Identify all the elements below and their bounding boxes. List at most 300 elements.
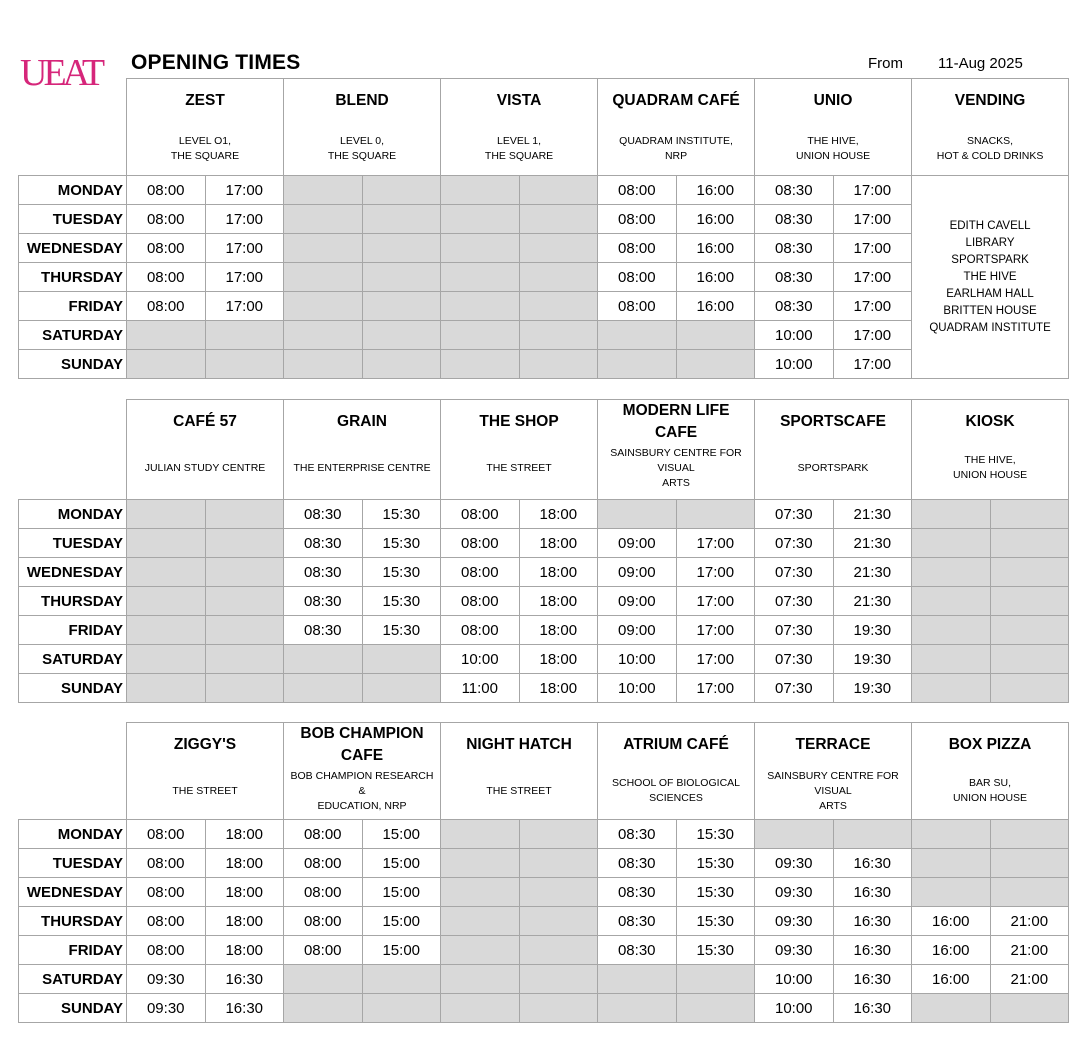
closed-cell: [912, 674, 991, 703]
from-label: From: [868, 55, 903, 72]
close-time: 18:00: [519, 558, 598, 587]
venue-header-quadram-cafe: [598, 79, 755, 176]
close-time: 16:30: [833, 849, 912, 878]
closed-cell: [362, 321, 441, 350]
closed-cell: [912, 820, 991, 849]
close-time: 16:00: [676, 234, 755, 263]
close-time: 16:30: [205, 965, 284, 994]
close-time: 17:00: [676, 529, 755, 558]
table-row: [19, 350, 1069, 379]
open-time: 09:00: [598, 529, 677, 558]
day-label: FRIDAY: [19, 936, 127, 965]
close-time: 15:00: [362, 849, 441, 878]
closed-cell: [676, 994, 755, 1023]
close-time: 18:00: [205, 849, 284, 878]
open-time: 07:30: [755, 674, 834, 703]
open-time: 16:00: [912, 907, 991, 936]
venue-header-bob-champion-cafe: [284, 723, 441, 820]
close-time: 17:00: [833, 205, 912, 234]
schedule-table-2: [18, 399, 1069, 703]
closed-cell: [127, 616, 206, 645]
open-time: 08:00: [127, 176, 206, 205]
open-time: 10:00: [598, 645, 677, 674]
close-time: 17:00: [833, 263, 912, 292]
close-time: 15:30: [676, 907, 755, 936]
corner-cell: [19, 723, 127, 820]
from-date: 11-Aug 2025: [938, 55, 1023, 72]
close-time: 21:30: [833, 500, 912, 529]
open-time: 07:30: [755, 616, 834, 645]
day-label: MONDAY: [19, 820, 127, 849]
day-label: WEDNESDAY: [19, 558, 127, 587]
open-time: 08:00: [127, 234, 206, 263]
table-row: [19, 674, 1069, 703]
close-time: 19:30: [833, 674, 912, 703]
open-time: 08:00: [441, 500, 520, 529]
closed-cell: [990, 616, 1069, 645]
close-time: 17:00: [833, 176, 912, 205]
close-time: 15:30: [676, 936, 755, 965]
table-row: [19, 820, 1069, 849]
closed-cell: [519, 820, 598, 849]
venue-location: THE STREET: [172, 784, 238, 797]
venue-name: THE SHOP: [479, 413, 559, 430]
closed-cell: [755, 820, 834, 849]
close-time: 17:00: [676, 616, 755, 645]
closed-cell: [519, 350, 598, 379]
table-row: [19, 292, 1069, 321]
open-time: 11:00: [441, 674, 520, 703]
open-time: 08:30: [755, 205, 834, 234]
close-time: 15:00: [362, 907, 441, 936]
closed-cell: [441, 321, 520, 350]
closed-cell: [990, 558, 1069, 587]
open-time: 08:30: [755, 176, 834, 205]
closed-cell: [912, 500, 991, 529]
closed-cell: [441, 878, 520, 907]
closed-cell: [598, 965, 677, 994]
open-time: 08:00: [127, 205, 206, 234]
venue-name: GRAIN: [337, 413, 387, 430]
closed-cell: [990, 674, 1069, 703]
closed-cell: [990, 878, 1069, 907]
venue-header-the-shop: [441, 400, 598, 500]
open-time: 10:00: [755, 321, 834, 350]
venue-location: THE ENTERPRISE CENTRE: [293, 461, 431, 474]
close-time: 15:30: [676, 849, 755, 878]
closed-cell: [284, 994, 363, 1023]
open-time: 08:00: [284, 936, 363, 965]
close-time: 18:00: [519, 587, 598, 616]
table-row: [19, 500, 1069, 529]
venue-name: QUADRAM CAFÉ: [612, 92, 740, 109]
venue-location: THE HIVE, UNION HOUSE: [796, 135, 871, 162]
open-time: 10:00: [755, 994, 834, 1023]
closed-cell: [362, 205, 441, 234]
close-time: 16:30: [833, 907, 912, 936]
day-label: SUNDAY: [19, 350, 127, 379]
close-time: 18:00: [519, 645, 598, 674]
closed-cell: [912, 529, 991, 558]
closed-cell: [205, 350, 284, 379]
close-time: 17:00: [205, 292, 284, 321]
closed-cell: [362, 645, 441, 674]
open-time: 08:30: [598, 907, 677, 936]
closed-cell: [519, 205, 598, 234]
closed-cell: [912, 994, 991, 1023]
close-time: 18:00: [205, 907, 284, 936]
close-time: 21:30: [833, 529, 912, 558]
venue-name: ATRIUM CAFÉ: [623, 736, 729, 753]
open-time: 07:30: [755, 587, 834, 616]
venue-name: MODERN LIFE CAFE: [622, 402, 730, 441]
closed-cell: [362, 234, 441, 263]
closed-cell: [284, 205, 363, 234]
venue-location: BAR SU, UNION HOUSE: [952, 777, 1028, 804]
open-time: 07:30: [755, 500, 834, 529]
close-time: 15:00: [362, 820, 441, 849]
open-time: 08:00: [127, 292, 206, 321]
closed-cell: [441, 234, 520, 263]
closed-cell: [127, 500, 206, 529]
venue-name: BOX PIZZA: [948, 736, 1032, 753]
venue-name: BOB CHAMPION CAFE: [300, 725, 424, 764]
open-time: 08:30: [755, 263, 834, 292]
closed-cell: [441, 820, 520, 849]
day-label: SUNDAY: [19, 994, 127, 1023]
open-time: 08:30: [284, 616, 363, 645]
venue-location: THE STREET: [486, 784, 552, 797]
close-time: 15:00: [362, 936, 441, 965]
closed-cell: [519, 176, 598, 205]
close-time: 16:30: [205, 994, 284, 1023]
open-time: 08:30: [598, 936, 677, 965]
table-row: [19, 645, 1069, 674]
closed-cell: [205, 558, 284, 587]
closed-cell: [284, 176, 363, 205]
closed-cell: [205, 674, 284, 703]
closed-cell: [990, 994, 1069, 1023]
close-time: 16:00: [676, 205, 755, 234]
closed-cell: [205, 500, 284, 529]
open-time: 10:00: [441, 645, 520, 674]
close-time: 18:00: [205, 878, 284, 907]
closed-cell: [912, 587, 991, 616]
venue-header-blend: [284, 79, 441, 176]
open-time: 08:00: [127, 820, 206, 849]
venue-location: QUADRAM INSTITUTE, NRP: [619, 135, 733, 162]
table-row: [19, 321, 1069, 350]
table-row: [19, 878, 1069, 907]
venue-name: VENDING: [954, 92, 1026, 109]
open-time: 09:00: [598, 587, 677, 616]
table-row: [19, 529, 1069, 558]
open-time: 08:30: [755, 292, 834, 321]
close-time: 17:00: [205, 263, 284, 292]
day-label: THURSDAY: [19, 907, 127, 936]
close-time: 15:30: [676, 878, 755, 907]
close-time: 21:00: [990, 907, 1069, 936]
schedule-table-3: [18, 722, 1069, 1023]
closed-cell: [441, 849, 520, 878]
venue-header-sportscafe: [755, 400, 912, 500]
closed-cell: [205, 321, 284, 350]
venue-location: JULIAN STUDY CENTRE: [144, 461, 266, 474]
closed-cell: [598, 500, 677, 529]
venue-header-terrace: [755, 723, 912, 820]
closed-cell: [519, 965, 598, 994]
close-time: 19:30: [833, 645, 912, 674]
open-time: 09:30: [755, 878, 834, 907]
open-time: 08:00: [441, 529, 520, 558]
close-time: 21:00: [990, 965, 1069, 994]
open-time: 16:00: [912, 936, 991, 965]
open-time: 08:00: [441, 587, 520, 616]
closed-cell: [284, 965, 363, 994]
venue-name: VISTA: [496, 92, 542, 109]
open-time: 10:00: [755, 350, 834, 379]
venue-location: LEVEL 0, THE SQUARE: [327, 135, 397, 162]
closed-cell: [519, 936, 598, 965]
venue-location: SPORTSPARK: [797, 461, 869, 474]
close-time: 21:30: [833, 587, 912, 616]
closed-cell: [441, 994, 520, 1023]
close-time: 18:00: [519, 500, 598, 529]
closed-cell: [441, 907, 520, 936]
open-time: 09:30: [755, 936, 834, 965]
open-time: 08:00: [284, 820, 363, 849]
closed-cell: [519, 878, 598, 907]
day-label: SATURDAY: [19, 321, 127, 350]
venue-header-atrium-cafe: [598, 723, 755, 820]
day-label: THURSDAY: [19, 587, 127, 616]
open-time: 09:30: [755, 907, 834, 936]
closed-cell: [441, 263, 520, 292]
closed-cell: [912, 878, 991, 907]
close-time: 17:00: [676, 587, 755, 616]
venue-header-vending: [912, 79, 1069, 176]
close-time: 21:00: [990, 936, 1069, 965]
close-time: 18:00: [205, 936, 284, 965]
closed-cell: [127, 558, 206, 587]
day-label: TUESDAY: [19, 529, 127, 558]
corner-cell: [19, 79, 127, 176]
table-row: [19, 994, 1069, 1023]
close-time: 19:30: [833, 616, 912, 645]
open-time: 08:30: [598, 849, 677, 878]
close-time: 15:30: [362, 500, 441, 529]
day-label: FRIDAY: [19, 616, 127, 645]
closed-cell: [127, 321, 206, 350]
closed-cell: [284, 292, 363, 321]
open-time: 09:30: [127, 994, 206, 1023]
closed-cell: [990, 529, 1069, 558]
table-row: [19, 965, 1069, 994]
closed-cell: [676, 965, 755, 994]
closed-cell: [127, 674, 206, 703]
table-row: [19, 907, 1069, 936]
open-time: 08:00: [441, 558, 520, 587]
venue-name: CAFÉ 57: [173, 413, 237, 430]
close-time: 18:00: [205, 820, 284, 849]
schedule-table-1: [18, 78, 1069, 379]
close-time: 16:00: [676, 292, 755, 321]
open-time: 08:00: [598, 234, 677, 263]
day-label: TUESDAY: [19, 205, 127, 234]
table-row: [19, 176, 1069, 205]
close-time: 17:00: [833, 321, 912, 350]
close-time: 17:00: [205, 205, 284, 234]
svg-text:UEAT: UEAT: [20, 54, 102, 90]
closed-cell: [127, 645, 206, 674]
closed-cell: [990, 587, 1069, 616]
closed-cell: [362, 965, 441, 994]
open-time: 08:00: [284, 849, 363, 878]
open-time: 09:30: [755, 849, 834, 878]
close-time: 17:00: [833, 292, 912, 321]
closed-cell: [833, 820, 912, 849]
close-time: 16:30: [833, 965, 912, 994]
venue-header-unio: [755, 79, 912, 176]
venue-name: ZIGGY'S: [173, 736, 237, 753]
closed-cell: [205, 616, 284, 645]
table-row: [19, 263, 1069, 292]
venue-location: LEVEL 1, THE SQUARE: [484, 135, 554, 162]
venue-name: NIGHT HATCH: [466, 736, 572, 753]
closed-cell: [519, 234, 598, 263]
closed-cell: [441, 205, 520, 234]
venue-name: UNIO: [813, 92, 853, 109]
close-time: 15:30: [362, 558, 441, 587]
close-time: 17:00: [205, 234, 284, 263]
venue-name: KIOSK: [965, 413, 1015, 430]
venue-name: TERRACE: [795, 736, 871, 753]
open-time: 08:00: [284, 907, 363, 936]
table-row: [19, 849, 1069, 878]
closed-cell: [990, 500, 1069, 529]
venue-header-night-hatch: [441, 723, 598, 820]
closed-cell: [362, 292, 441, 321]
closed-cell: [284, 321, 363, 350]
closed-cell: [127, 529, 206, 558]
closed-cell: [676, 350, 755, 379]
closed-cell: [362, 263, 441, 292]
venue-location: THE HIVE, UNION HOUSE: [953, 454, 1028, 481]
day-label: WEDNESDAY: [19, 234, 127, 263]
close-time: 21:30: [833, 558, 912, 587]
day-label: SATURDAY: [19, 965, 127, 994]
open-time: 08:00: [127, 936, 206, 965]
open-time: 07:30: [755, 558, 834, 587]
open-time: 09:00: [598, 558, 677, 587]
closed-cell: [362, 176, 441, 205]
open-time: 08:00: [127, 907, 206, 936]
open-time: 07:30: [755, 529, 834, 558]
venue-header-kiosk: [912, 400, 1069, 500]
close-time: 15:30: [362, 529, 441, 558]
table-row: [19, 936, 1069, 965]
venue-header-cafe-57: [127, 400, 284, 500]
day-label: SATURDAY: [19, 645, 127, 674]
closed-cell: [598, 994, 677, 1023]
open-time: 08:30: [284, 500, 363, 529]
closed-cell: [441, 176, 520, 205]
table-row: [19, 205, 1069, 234]
close-time: 17:00: [676, 558, 755, 587]
closed-cell: [598, 350, 677, 379]
close-time: 16:30: [833, 936, 912, 965]
close-time: 16:30: [833, 994, 912, 1023]
table-row: [19, 587, 1069, 616]
closed-cell: [362, 350, 441, 379]
open-time: 08:00: [598, 263, 677, 292]
venue-header-zest: [127, 79, 284, 176]
open-time: 09:00: [598, 616, 677, 645]
day-label: MONDAY: [19, 176, 127, 205]
open-time: 08:30: [284, 529, 363, 558]
closed-cell: [912, 849, 991, 878]
close-time: 18:00: [519, 529, 598, 558]
day-label: SUNDAY: [19, 674, 127, 703]
closed-cell: [205, 529, 284, 558]
closed-cell: [519, 321, 598, 350]
close-time: 17:00: [205, 176, 284, 205]
close-time: 16:30: [833, 878, 912, 907]
closed-cell: [127, 350, 206, 379]
vending-locations: EDITH CAVELL LIBRARY SPORTSPARK THE HIVE EARLHAM HALL BRITTEN HOUSE QUADRAM INSTITUTE: [912, 176, 1069, 379]
close-time: 18:00: [519, 674, 598, 703]
close-time: 15:30: [676, 820, 755, 849]
closed-cell: [676, 321, 755, 350]
open-time: 08:00: [598, 205, 677, 234]
open-time: 08:00: [127, 263, 206, 292]
closed-cell: [362, 994, 441, 1023]
closed-cell: [519, 263, 598, 292]
closed-cell: [441, 965, 520, 994]
open-time: 16:00: [912, 965, 991, 994]
open-time: 08:30: [755, 234, 834, 263]
closed-cell: [990, 645, 1069, 674]
closed-cell: [127, 587, 206, 616]
close-time: 18:00: [519, 616, 598, 645]
close-time: 15:30: [362, 616, 441, 645]
closed-cell: [519, 907, 598, 936]
venue-header-box-pizza: [912, 723, 1069, 820]
venue-location: SAINSBURY CENTRE FOR VISUAL ARTS: [767, 769, 899, 812]
open-time: 08:00: [127, 849, 206, 878]
closed-cell: [284, 350, 363, 379]
table-row: [19, 234, 1069, 263]
open-time: 08:00: [598, 176, 677, 205]
closed-cell: [441, 936, 520, 965]
open-time: 08:30: [284, 587, 363, 616]
table-row: [19, 616, 1069, 645]
close-time: 16:00: [676, 176, 755, 205]
closed-cell: [205, 587, 284, 616]
close-time: 17:00: [676, 674, 755, 703]
open-time: 10:00: [598, 674, 677, 703]
table-row: [19, 558, 1069, 587]
close-time: 17:00: [833, 234, 912, 263]
day-label: WEDNESDAY: [19, 878, 127, 907]
day-label: TUESDAY: [19, 849, 127, 878]
open-time: 09:30: [127, 965, 206, 994]
open-time: 08:30: [284, 558, 363, 587]
closed-cell: [990, 849, 1069, 878]
closed-cell: [676, 500, 755, 529]
venue-location: SCHOOL OF BIOLOGICAL SCIENCES: [612, 777, 740, 804]
open-time: 10:00: [755, 965, 834, 994]
